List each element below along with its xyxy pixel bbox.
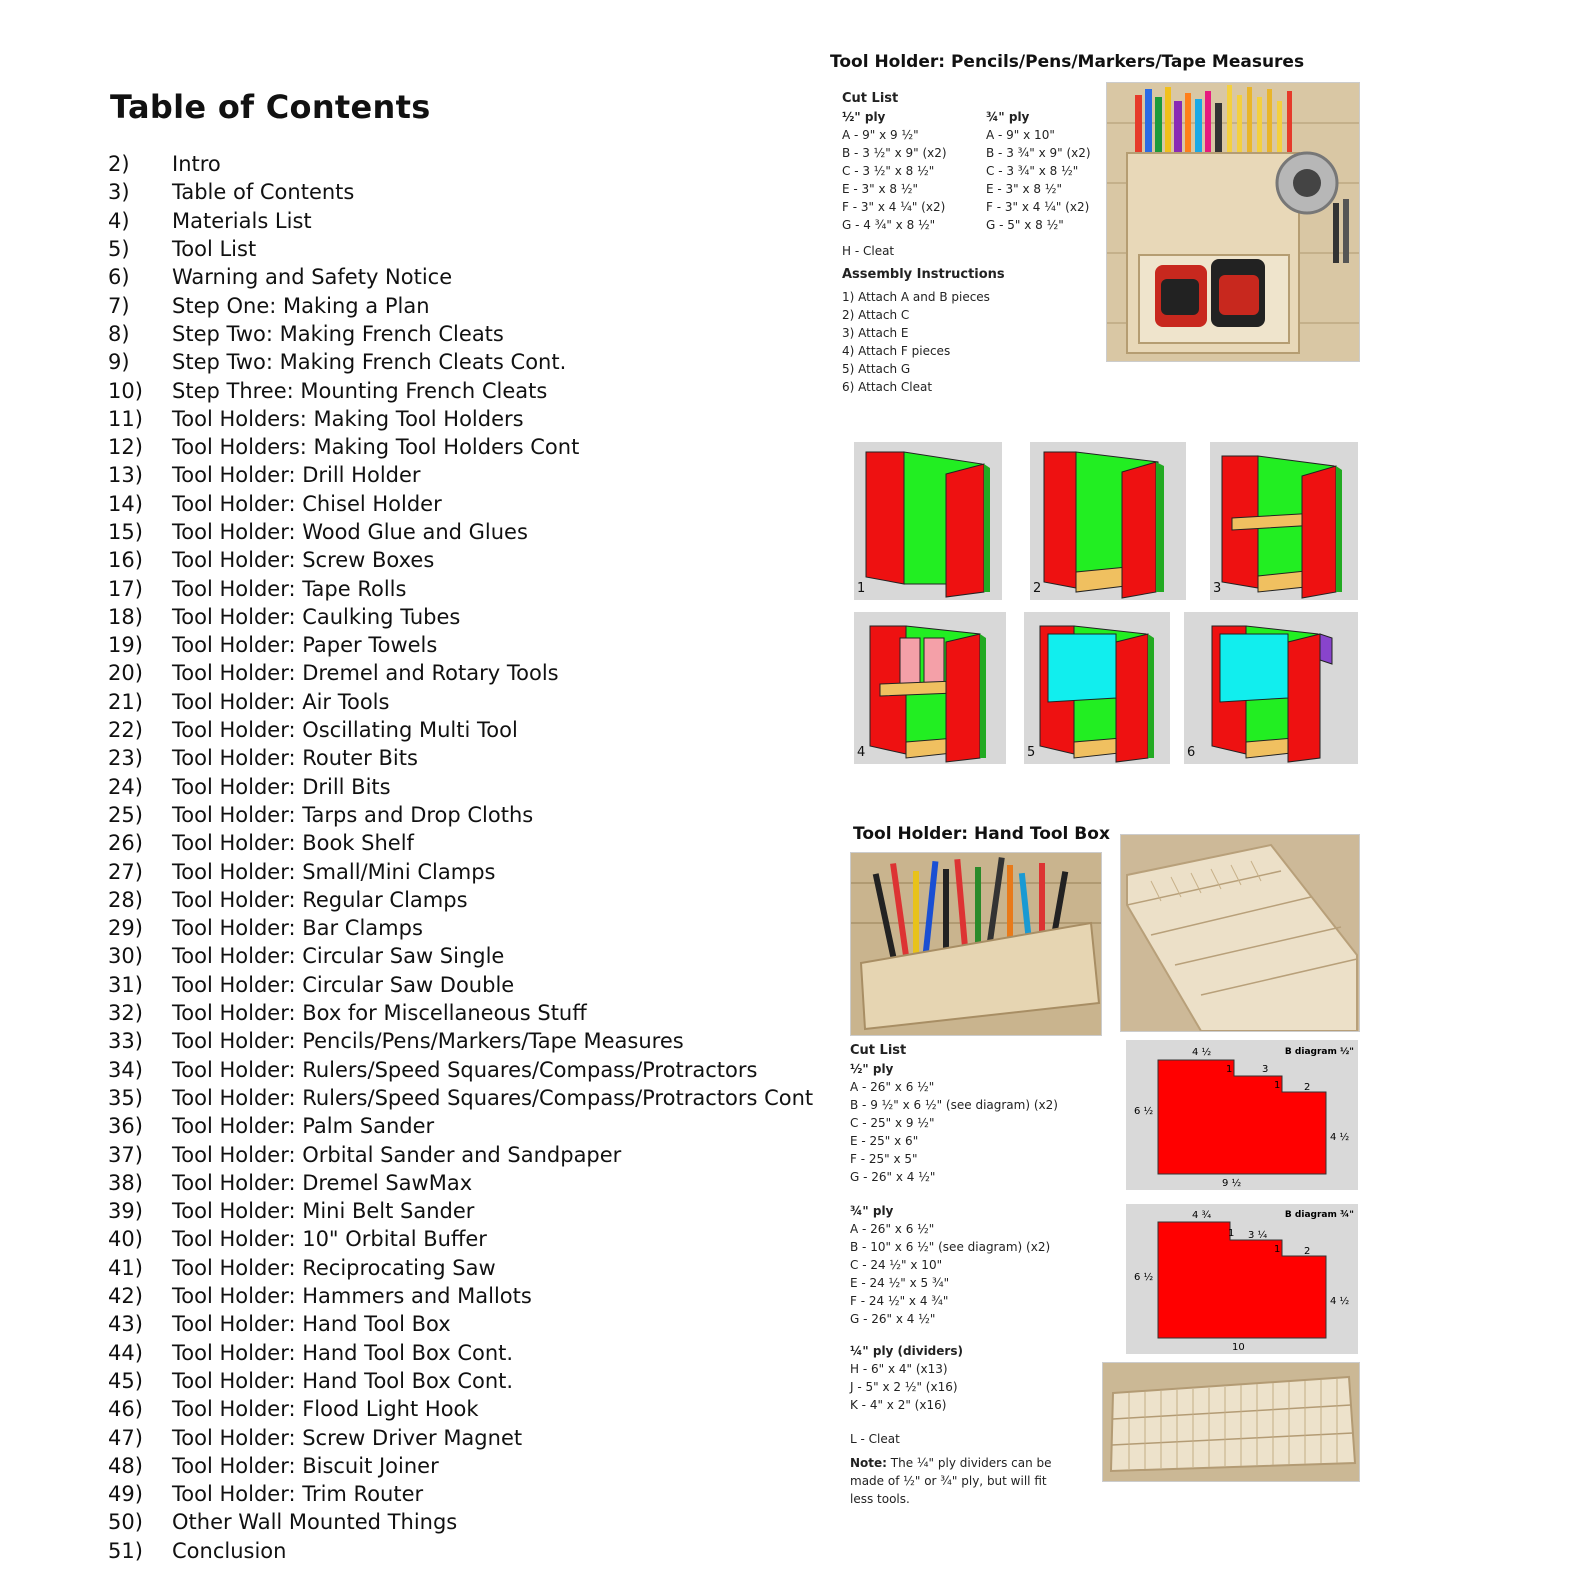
cut-list-row: C - 25" x 9 ½" [850,1116,935,1130]
toc-item[interactable] [108,1282,828,1310]
toc-item[interactable] [108,461,828,489]
toc-page-number: 11) [108,406,143,431]
toc-entry-text: Tool Holder: Tarps and Drop Cloths [172,802,534,827]
toc-page-number: 48) [108,1453,143,1478]
cut-list-row: C - 24 ½" x 10" [850,1258,943,1272]
pencil-cut-list-label: Cut List [842,91,899,106]
note-line: The ¼" ply dividers can be [886,1456,1052,1470]
toc-page-number: 5) [108,237,130,262]
toc-item[interactable] [108,659,828,687]
assembly-steps [842,288,990,396]
toc-item[interactable] [108,1395,828,1423]
pencil-col-half-head: ½" ply [842,110,886,124]
cut-list-row: E - 24 ½" x 5 ¾" [850,1276,950,1290]
toc-title: Table of Contents [110,88,431,126]
cut-list-row: K - 4" x 2" (x16) [850,1398,947,1412]
toc-entry-text: Step One: Making a Plan [172,293,430,318]
cut-list-row: F - 24 ½" x 4 ¾" [850,1294,949,1308]
diagram-half-step1b: 1 [1274,1080,1281,1091]
dividers-photo [1102,1362,1360,1482]
step-number: 5 [1027,745,1036,760]
handtool-section-title: Tool Holder: Hand Tool Box [853,824,1110,844]
toc-entry-text: Warning and Safety Notice [172,265,453,290]
toc-item[interactable] [108,546,828,574]
toc-item[interactable] [108,235,828,263]
toc-page-number: 31) [108,972,143,997]
toc-entry-text: Tool Holder: Chisel Holder [172,491,442,516]
diagram-half-title: B diagram ½" [1284,1047,1354,1057]
cut-list-row: B - 10" x 6 ½" (see diagram) (x2) [850,1240,1051,1254]
diagram-tq-step3: 2 [1304,1246,1311,1257]
pencil-holder-photo [1106,82,1360,362]
toc-entry-text: Tool Holder: Biscuit Joiner [172,1453,439,1478]
toc-page-number: 33) [108,1029,143,1054]
toc-item[interactable] [108,291,828,319]
toc-entry-text: Tool Holder: Trim Router [172,1482,424,1507]
assembly-step: 1) Attach A and B pieces [842,290,990,304]
diagram-tq-right: 4 ½ [1330,1296,1350,1307]
toc-list [108,150,828,1565]
toc-entry-text: Tool Holder: Circular Saw Double [172,972,515,997]
cut-list-row: G - 4 ¾" x 8 ½" [842,218,936,232]
toc-page-number: 44) [108,1340,143,1365]
toc-entry-text: Tool Holder: Paper Towels [172,633,438,658]
toc-page-number: 45) [108,1368,143,1393]
cut-list-row: F - 3" x 4 ¼" (x2) [986,200,1090,214]
toc-item[interactable] [108,1480,828,1508]
toc-entry-text: Tool Holder: Dremel SawMax [172,1170,473,1195]
toc-page-number: 36) [108,1114,143,1139]
toc-item[interactable] [108,348,828,376]
step-number: 4 [857,745,866,760]
toc-entry-text: Tool Holder: Mini Belt Sander [172,1199,475,1224]
toc-item[interactable] [108,1452,828,1480]
toc-item[interactable] [108,1367,828,1395]
toc-page-number: 26) [108,831,143,856]
pencil-col-three-quarter [986,108,1091,234]
toc-page-number: 15) [108,520,143,544]
toc-page-number: 4) [108,208,130,233]
toc-entry-text: Tool Holder: Hand Tool Box Cont. [172,1368,514,1393]
toc-entry-text: Tool Holder: Rulers/Speed Squares/Compass/Protractors [172,1057,758,1082]
toc-page-number: 28) [108,887,143,912]
toc-entry-text: Tool Holders: Making Tool Holders Cont [172,435,580,460]
step-number: 6 [1187,745,1196,760]
toc-page-number: 40) [108,1227,143,1252]
handtool-cut-list [850,1042,1058,1186]
handtool-half-rows [850,1078,1058,1186]
cut-list-row: G - 5" x 8 ½" [986,218,1064,232]
toc-entry-text: Conclusion [172,1538,287,1563]
diagram-half-step2: 3 [1262,1064,1269,1075]
toc-page-number: 37) [108,1142,143,1167]
toc-page-number: 6) [108,265,130,290]
diagram-half-top: 4 ½ [1192,1047,1212,1058]
toc-item[interactable] [108,150,828,178]
cut-list-row: B - 3 ¾" x 9" (x2) [986,146,1091,160]
toc-entry-text: Tool Holder: Book Shelf [172,831,414,856]
handtool-quarter-rows [850,1360,963,1414]
cut-list-row: A - 9" x 9 ½" [842,128,919,142]
toc-page-number: 38) [108,1170,143,1195]
toc-page-number: 19) [108,633,143,658]
toc-entry-text: Tool Holder: Box for Miscellaneous Stuff [172,1001,587,1026]
assembly-step: 6) Attach Cleat [842,380,933,394]
handtool-note [850,1454,1052,1508]
assembly-step-2-image [1030,442,1186,600]
assembly-step-6-image [1184,612,1358,764]
toc-page-number: 9) [108,350,130,375]
toc-item[interactable] [108,914,828,942]
diagram-tq-step1: 1 [1228,1228,1235,1239]
cut-list-row: G - 26" x 4 ½" [850,1170,936,1184]
toc-page-number: 21) [108,689,143,714]
hand-tool-box-photo [850,852,1102,1036]
toc-item[interactable] [108,716,828,744]
diagram-half-step3: 2 [1304,1082,1311,1093]
toc-item[interactable] [108,631,828,659]
toc-page-number: 35) [108,1085,143,1110]
assembly-step-3-image [1210,442,1358,600]
handtool-tq-head: ¾" ply [850,1204,894,1218]
diagram-tq-top: 4 ¾ [1192,1210,1212,1221]
cut-list-row: C - 3 ¾" x 8 ½" [986,164,1079,178]
toc-page-number: 51) [108,1538,143,1563]
handtool-cut-list-label: Cut List [850,1043,907,1058]
toc-item[interactable] [108,433,828,461]
assembly-step-4-image [854,612,1006,764]
toc-item[interactable] [108,405,828,433]
diagram-half-right: 4 ½ [1330,1132,1350,1143]
toc-entry-text: Step Two: Making French Cleats [172,321,504,346]
b-diagram-half [1126,1040,1358,1190]
toc-page-number: 39) [108,1199,143,1224]
assembly-step-1-image [854,442,1002,600]
toc-entry-text: Tool Holder: Tape Rolls [172,576,407,601]
toc-entry-text: Tool Holder: Regular Clamps [172,887,468,912]
toc-page-number: 18) [108,604,143,629]
toc-item[interactable] [108,1140,828,1168]
toc-entry-text: Tool Holder: Drill Bits [172,774,391,799]
toc-item[interactable] [108,971,828,999]
note-line: less tools. [850,1492,910,1506]
toc-page-number: 2) [108,152,130,177]
toc-page-number: 16) [108,548,143,573]
cut-list-row: C - 3 ½" x 8 ½" [842,164,935,178]
toc-entry-text: Intro [172,152,221,177]
toc-entry-text: Tool Holder: 10" Orbital Buffer [172,1227,487,1252]
assembly-step: 3) Attach E [842,326,909,340]
pencil-col-half-rows [842,126,947,234]
toc-item[interactable] [108,178,828,206]
toc-entry-text: Tool Holder: Dremel and Rotary Tools [172,661,559,686]
toc-entry-text: Tool Holder: Palm Sander [172,1114,435,1139]
toc-page-number: 50) [108,1510,143,1535]
toc-entry-text: Tool Holder: Screw Boxes [172,548,435,573]
toc-page-number: 14) [108,491,143,516]
toc-entry-text: Tool Holder: Flood Light Hook [172,1397,479,1422]
diagram-tq-bottom: 10 [1232,1342,1245,1353]
toc-page-number: 23) [108,746,143,771]
handtool-half-head: ½" ply [850,1062,894,1076]
toc-entry-text: Tool Holder: Screw Driver Magnet [172,1425,523,1450]
diagram-tq-step1b: 1 [1274,1244,1281,1255]
assembly-step: 5) Attach G [842,362,911,376]
handtool-three-quarter [850,1202,1050,1328]
pencil-col-tq-rows [986,126,1091,234]
handtool-cleat: L - Cleat [850,1432,900,1446]
toc-entry-text: Tool Holder: Hand Tool Box Cont. [172,1340,514,1365]
toc-item[interactable] [108,1338,828,1366]
cut-list-row: F - 3" x 4 ¼" (x2) [842,200,946,214]
toc-item[interactable] [108,1084,828,1112]
toc-entry-text: Tool Holder: Rulers/Speed Squares/Compass/Protractors Cont [172,1085,814,1110]
toc-item[interactable] [108,1254,828,1282]
toc-page-number: 8) [108,321,130,346]
cut-list-row: A - 9" x 10" [986,128,1055,142]
toc-entry-text: Tool Holder: Drill Holder [172,463,421,488]
assembly-step: 4) Attach F pieces [842,344,951,358]
diagram-half-step1: 1 [1226,1064,1233,1075]
toc-item[interactable] [108,829,828,857]
toc-page-number: 3) [108,180,130,205]
toc-item[interactable] [108,376,828,404]
toc-item[interactable] [108,320,828,348]
handtool-quarter [850,1342,963,1414]
toc-page-number: 10) [108,378,143,403]
assembly-step-5-image [1024,612,1170,764]
toc-entry-text: Tool Holder: Small/Mini Clamps [172,859,496,884]
toc-item[interactable] [108,999,828,1027]
cut-list-row: J - 5" x 2 ½" (x16) [850,1380,958,1394]
toc-item[interactable] [108,801,828,829]
toc-entry-text: Tool Holder: Circular Saw Single [172,944,505,969]
handtool-tq-rows [850,1220,1050,1328]
empty-tool-box-photo [1120,834,1360,1032]
toc-item[interactable] [108,1112,828,1140]
cut-list-row: A - 26" x 6 ½" [850,1080,935,1094]
cut-list-row: B - 3 ½" x 9" (x2) [842,146,947,160]
note-line: made of ½" or ¾" ply, but will fit [850,1474,1047,1488]
toc-entry-text: Tool Holder: Wood Glue and Glues [172,520,528,544]
toc-page-number: 7) [108,293,130,318]
diagram-half-left: 6 ½ [1134,1106,1154,1117]
toc-page-number: 30) [108,944,143,969]
toc-page-number: 13) [108,463,143,488]
step-number: 1 [857,581,866,596]
toc-entry-text: Step Three: Mounting French Cleats [172,378,548,403]
pencil-cleat: H - Cleat [842,244,895,258]
b-diagram-three-quarter [1126,1204,1358,1354]
handtool-quarter-head: ¼" ply (dividers) [850,1344,963,1358]
toc-item[interactable] [108,1423,828,1451]
toc-entry-text: Materials List [172,208,312,233]
toc-page-number: 47) [108,1425,143,1450]
toc-page-number: 17) [108,576,143,601]
toc-page-number: 49) [108,1482,143,1507]
toc-entry-text: Tool Holders: Making Tool Holders [172,406,524,431]
toc-item[interactable] [108,263,828,291]
cut-list-row: E - 25" x 6" [850,1134,919,1148]
toc-page-number: 24) [108,774,143,799]
cut-list-row: A - 26" x 6 ½" [850,1222,935,1236]
toc-entry-text: Tool Holder: Air Tools [172,689,390,714]
toc-page-number: 43) [108,1312,143,1337]
toc-page-number: 42) [108,1284,143,1309]
pencil-col-half [842,108,947,234]
toc-entry-text: Table of Contents [172,180,355,205]
toc-entry-text: Tool Holder: Caulking Tubes [172,604,461,629]
toc-entry-text: Tool Holder: Oscillating Multi Tool [172,718,518,743]
step-number: 3 [1213,581,1222,596]
toc-item[interactable] [108,773,828,801]
cut-list-row: E - 3" x 8 ½" [842,182,919,196]
cut-list-row: H - 6" x 4" (x13) [850,1362,948,1376]
toc-item[interactable] [108,942,828,970]
toc-item[interactable] [108,1508,828,1536]
toc-entry-text: Tool Holder: Hand Tool Box [172,1312,451,1337]
step-number: 2 [1033,581,1042,596]
toc-item[interactable] [108,744,828,772]
toc-entry-text: Tool Holder: Reciprocating Saw [172,1255,496,1280]
assembly-title: Assembly Instructions [842,267,1005,282]
toc-entry-text: Tool Holder: Router Bits [172,746,418,771]
toc-page-number: 41) [108,1255,143,1280]
pencil-col-tq-head: ¾" ply [986,110,1030,124]
toc-item[interactable] [108,490,828,518]
toc-page-number: 20) [108,661,143,686]
toc-item[interactable] [108,518,828,546]
toc-entry-text: Step Two: Making French Cleats Cont. [172,350,567,375]
toc-item[interactable] [108,603,828,631]
toc-entry-text: Tool Holder: Hammers and Mallots [172,1284,532,1309]
diagram-tq-step2: 3 ¼ [1248,1230,1268,1241]
toc-entry-text: Tool Holder: Bar Clamps [172,916,423,941]
toc-page-number: 12) [108,435,143,460]
cut-list-row: F - 25" x 5" [850,1152,918,1166]
toc-item[interactable] [108,886,828,914]
diagram-half-bottom: 9 ½ [1222,1178,1242,1189]
diagram-tq-left: 6 ½ [1134,1272,1154,1283]
pencil-cut-list [842,90,898,108]
toc-item[interactable] [108,1310,828,1338]
toc-entry-text: Other Wall Mounted Things [172,1510,458,1535]
toc-item[interactable] [108,1027,828,1055]
toc-page-number: 32) [108,1001,143,1026]
toc-item[interactable] [108,574,828,602]
toc-page-number: 22) [108,718,143,743]
diagram-tq-title: B diagram ¾" [1284,1210,1354,1220]
toc-entry-text: Tool Holder: Pencils/Pens/Markers/Tape Measures [172,1029,684,1054]
toc-item[interactable] [108,688,828,716]
cut-list-row: E - 3" x 8 ½" [986,182,1063,196]
note-label: Note: [850,1456,887,1470]
cut-list-row: G - 26" x 4 ½" [850,1312,936,1326]
toc-page-number: 27) [108,859,143,884]
toc-item[interactable] [108,207,828,235]
toc-page-number: 46) [108,1397,143,1422]
toc-entry-text: Tool Holder: Orbital Sander and Sandpaper [172,1142,622,1167]
cut-list-row: B - 9 ½" x 6 ½" (see diagram) (x2) [850,1098,1058,1112]
toc-item[interactable] [108,1537,828,1565]
toc-item[interactable] [108,1197,828,1225]
toc-page-number: 25) [108,802,143,827]
toc-page-number: 34) [108,1057,143,1082]
toc-page-number: 29) [108,916,143,941]
toc-entry-text: Tool List [172,237,257,262]
assembly-step: 2) Attach C [842,308,910,322]
pencil-section-title: Tool Holder: Pencils/Pens/Markers/Tape Measures [830,52,1305,72]
toc-item[interactable] [108,1225,828,1253]
toc-item[interactable] [108,1056,828,1084]
toc-item[interactable] [108,857,828,885]
toc-item[interactable] [108,1169,828,1197]
